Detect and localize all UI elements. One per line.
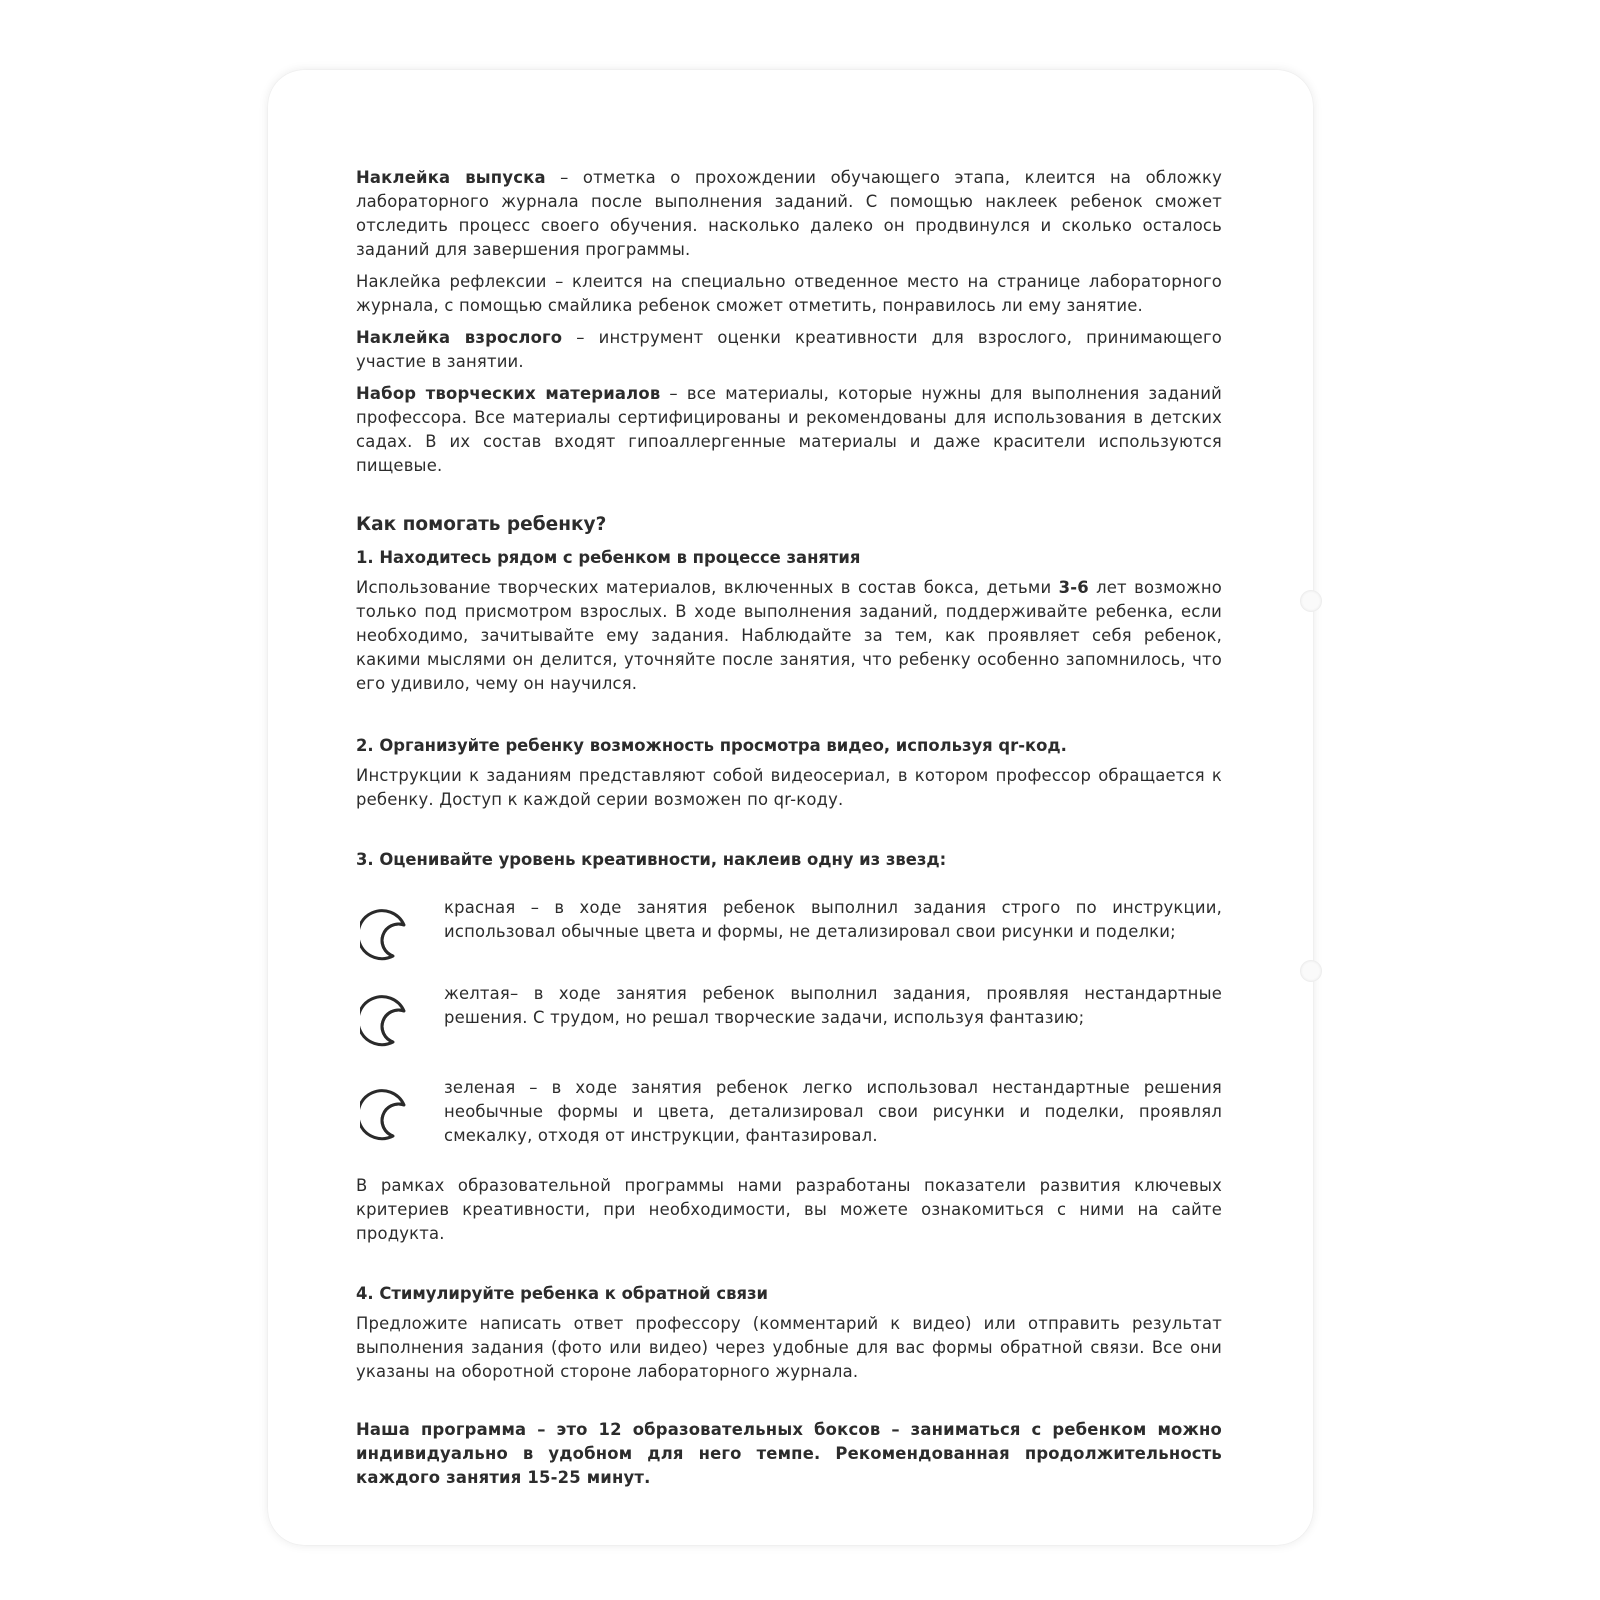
- age-range: 3-6: [1058, 578, 1089, 597]
- subhead-2: 2. Организуйте ребенку возможность просмотра видео, используя qr-код.: [356, 736, 1067, 755]
- document-content: [356, 166, 1222, 1498]
- text-graduation-sticker: – отметка о прохождении обучающего этапа, клеится на обложку лабораторного журнала после выполнения заданий. С помощью наклеек ребенок сможет отследить процесс своего обучения. насколько далеко он продвинулся и сколько осталось заданий для завершения программы.: [356, 168, 1222, 259]
- term-adult-sticker: Наклейка взрослого: [356, 328, 563, 347]
- document-sheet: [268, 70, 1313, 1545]
- subhead-1: 1. Находитесь рядом с ребенком в процессе занятия: [356, 548, 861, 567]
- text-adult-sticker: – инструмент оценки креативности для взрослого, принимающего участие в занятии.: [356, 328, 1222, 371]
- star-row-yellow: [356, 982, 1222, 1050]
- star-row-green: [356, 1076, 1222, 1148]
- sticker-icon: [360, 990, 420, 1050]
- star-text-red: красная – в ходе занятия ребенок выполнил задания строго по инструкции, использовал обычные цвета и формы, не детализировал свои рисунки и поделки;: [444, 898, 1222, 941]
- star-row-red: [356, 896, 1222, 964]
- subhead-3: 3. Оценивайте уровень креативности, наклеив одну из звезд:: [356, 850, 947, 869]
- paragraph-section-4: Предложите написать ответ профессору (комментарий к видео) или отправить результат выполнения задания (фото или видео) через удобные для вас формы обратной связи. Все они указаны на оборотной стороне лабораторного журнала.: [356, 1314, 1222, 1381]
- section-heading-help: Как помогать ребенку?: [356, 514, 607, 535]
- paragraph-reflection-sticker: Наклейка рефлексии – клеится на специально отведенное место на странице лабораторного журнала, с помощью смайлика ребенок сможет отметить, понравилось ли ему занятие.: [356, 272, 1222, 315]
- paragraph-section-2: Инструкции к заданиям представляют собой видеосериал, в котором профессор обращается к ребенку. Доступ к каждой серии возможен по qr-коду.: [356, 766, 1222, 809]
- paragraph-section-1: [356, 576, 1222, 696]
- sticker-icon: [360, 1084, 420, 1144]
- punch-hole-top: [1300, 590, 1322, 612]
- term-materials-kit: Набор творческих материалов: [356, 384, 661, 403]
- paragraph-materials-kit: [356, 382, 1222, 478]
- paragraph-program-summary: Наша программа – это 12 образовательных боксов – заниматься с ребенком можно индивидуально в удобном для него темпе. Рекомендованная продолжительность каждого занятия 15-25 минут.: [356, 1420, 1222, 1487]
- paragraph-graduation-sticker: [356, 166, 1222, 262]
- sticker-icon: [360, 904, 420, 964]
- star-text-yellow: желтая– в ходе занятия ребенок выполнил задания, проявляя нестандартные решения. С трудом, но решал творческие задачи, используя фантазию;: [444, 984, 1222, 1027]
- paragraph-criteria: В рамках образовательной программы нами разработаны показатели развития ключевых критериев креативности, при необходимости, вы можете ознакомиться с ними на сайте продукта.: [356, 1176, 1222, 1243]
- star-text-green: зеленая – в ходе занятия ребенок легко использовал нестандартные решения необычные формы и цвета, детализировал свои рисунки и поделки, проявлял смекалку, отходя от инструкции, фантазировал.: [444, 1078, 1222, 1145]
- text-materials-kit: – все материалы, которые нужны для выполнения заданий профессора. Все материалы сертифицированы и рекомендованы для использования в детских садах. В их состав входят гипоаллергенные материалы и даже красители используются пищевые.: [356, 384, 1222, 475]
- text-section-1a: Использование творческих материалов, включенных в состав бокса, детьми: [356, 578, 1059, 597]
- subhead-4: 4. Стимулируйте ребенка к обратной связи: [356, 1284, 768, 1303]
- text-section-1b: лет возможно только под присмотром взрослых. В ходе выполнения заданий, поддерживайте ребенка, если необходимо, зачитывайте ему задания. Наблюдайте за тем, как проявляет себя ребенок, какими мыслями он делится, уточняйте после занятия, что ребенку особенно запомнилось, что его удивило, чему он научился.: [356, 578, 1222, 693]
- term-graduation-sticker: Наклейка выпуска: [356, 168, 546, 187]
- punch-hole-bottom: [1300, 960, 1322, 982]
- paragraph-adult-sticker: [356, 326, 1222, 374]
